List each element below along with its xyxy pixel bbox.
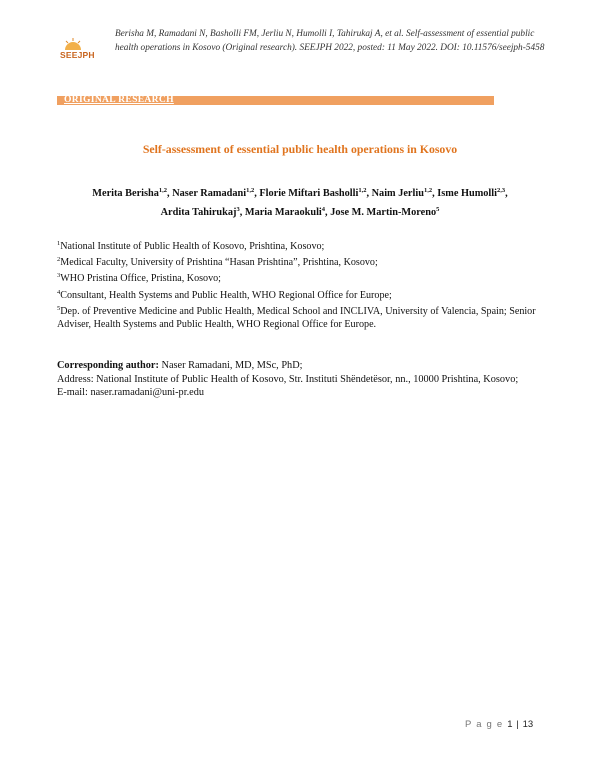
page-separator: | [516,719,519,730]
author-name: Florie Miftari Basholli [259,188,359,199]
affiliation [57,253,547,269]
affiliation-text: Medical Faculty, University of Prishtina “Hasan Prishtina”, Prishtina, Kosovo; [60,257,378,269]
author-separator: , [366,188,372,199]
author [172,188,259,199]
page-current: 1 [507,719,513,730]
citation-header: Berisha M, Ramadani N, Basholli FM, Jerliu N, Humolli I, Tahirukaj A, et al. Self-assessment of essential public health operations in Kosovo (Original research). SEEJPH 2022, posted: 11 May 2022. DOI: 10.11576/seejph-5458 [115,29,545,53]
author-affiliation-sup: 4 [321,206,326,213]
author-name: Merita Berisha [92,188,159,199]
corresponding-address: Address: National Institute of Public Health of Kosovo, Str. Instituti Shëndetësor, nn., 10000 Prishtina, Kosovo; [57,373,519,385]
affiliation [57,269,547,285]
author-affiliation-sup: 1,2 [358,187,367,194]
correspondence-block [57,359,547,400]
author-separator: , [254,188,260,199]
author-separator: , [167,188,173,199]
logo-sun-icon [64,38,82,50]
page-word: P a g e [465,719,504,730]
author-affiliation-sup: 1,2 [423,187,433,194]
author [161,207,245,218]
affiliation [57,237,547,253]
author [92,188,172,199]
corresponding-email[interactable]: E-mail: naser.ramadani@uni-pr.edu [57,387,205,398]
author-affiliation-sup: 1,2 [158,187,168,194]
author-name: Naser Ramadani [172,188,247,199]
author-separator: , [325,207,331,218]
author-affiliation-sup: 5 [436,206,440,213]
affiliation-number: 1 [57,240,61,247]
author-separator: , [432,188,438,199]
affiliation-text: National Institute of Public Health of Kosovo, Prishtina, Kosovo; [60,241,325,252]
affiliation-list [57,237,547,331]
page-number [465,719,533,730]
affiliation [57,286,547,302]
author-name: Ardita Tahirukaj [160,207,237,218]
affiliation-text: Consultant, Health Systems and Public Health, WHO Regional Office for Europe; [60,289,392,301]
journal-logo: SEEJPH [60,50,95,60]
affiliation-number: 2 [57,256,61,264]
affiliation-text: Dep. of Preventive Medicine and Public Health, Medical School and INCLIVA, University of Valencia, Spain; Senior Adviser, Health Systems and Public Health, WHO Regional Office for Europe. [57,305,536,331]
author [330,207,439,218]
affiliation-number: 4 [57,288,61,296]
affiliation-number: 3 [57,272,61,280]
affiliation-number: 5 [57,304,61,312]
author-name: Naim Jerliu [371,188,424,199]
author-name: Jose M. Martin-Moreno [330,207,437,218]
author-name: Isme Humolli [437,188,498,199]
author-separator: , [239,207,245,218]
author-affiliation-sup: 1,2 [246,187,255,194]
author-name: Maria Maraokuli [244,207,322,218]
author-list [57,183,543,221]
section-label: ORIGINAL RESEARCH [64,94,174,105]
corresponding-author-label: Corresponding author: [57,360,159,371]
author-affiliation-sup: 3 [236,206,240,213]
affiliation [57,302,547,331]
article-title: Self-assessment of essential public health operations in Kosovo [142,142,458,156]
page-total: 13 [522,719,534,730]
author [372,188,438,199]
author-affiliation-sup: 2,3 [497,187,506,194]
author-separator: , [505,188,508,199]
affiliation-text: WHO Pristina Office, Pristina, Kosovo; [60,273,221,285]
corresponding-author-name: Naser Ramadani, MD, MSc, PhD; [158,360,303,371]
author [437,188,507,199]
author [259,188,371,199]
author [245,207,330,218]
